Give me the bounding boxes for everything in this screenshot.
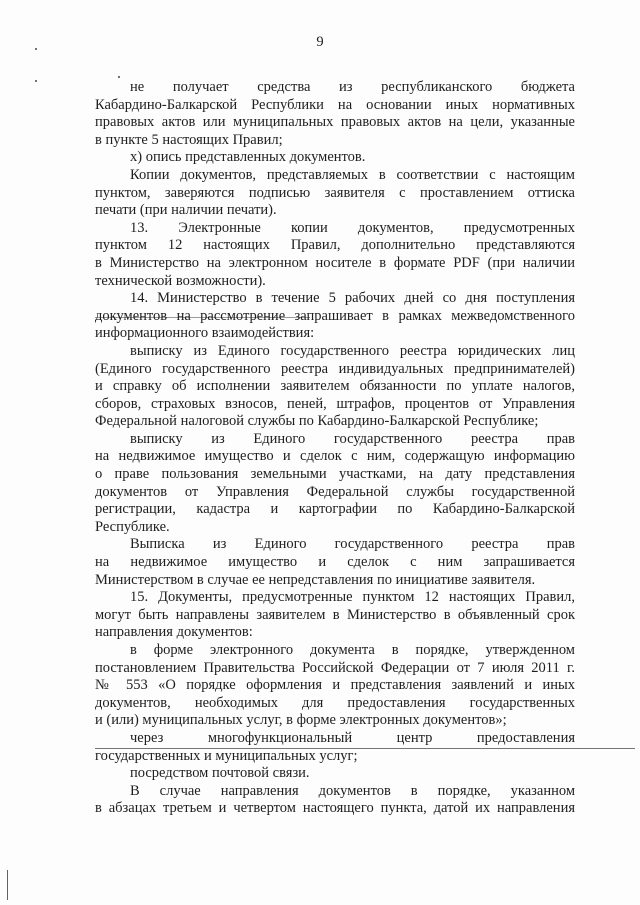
text-line: печати (при наличии печати). <box>95 202 277 219</box>
text-line: сборов, страховых взносов, пеней, штрафов, процентов от Управления <box>95 395 575 412</box>
text-line: (Единого государственного реестра индивидуальных предпринимателей) <box>95 360 575 377</box>
scan-dot <box>35 80 37 82</box>
text-line: № 553 «О порядке оформления и представления заявлений и иных <box>95 677 575 694</box>
text-line: постановлением Правительства Российской Федерации от 7 июля 2011 г. <box>95 659 575 676</box>
text-line: пунктом, заверяются подписью заявителя с проставлением оттиска <box>95 184 575 201</box>
document-body <box>95 79 575 818</box>
text-line: посредством почтовой связи. <box>130 765 310 782</box>
text-line: Федеральной налоговой службы по Кабардино-Балкарской Республике; <box>95 413 539 430</box>
text-line: в абзацах третьем и четвертом настоящего пункта, датой их направления <box>95 800 575 817</box>
text-line: в форме электронного документа в порядке, утвержденном <box>130 642 575 658</box>
text-line: Республике. <box>95 518 170 535</box>
text-line: выписку из Единого государственного реестра прав <box>130 430 575 447</box>
text-line: могут быть направлены заявителем в Министерство в объявленный срок <box>95 606 575 623</box>
text-line: на недвижимое имущество и сделок с ним запрашивается <box>95 554 575 571</box>
text-line: Выписка из Единого государственного реестра прав <box>130 536 575 553</box>
text-line: в Министерство на электронном носителе в формате PDF (при наличии <box>95 254 575 271</box>
text-line: Копии документов, представляемых в соответствии с настоящим <box>130 166 575 183</box>
text-line: не получает средства из республиканского бюджета <box>130 79 575 95</box>
text-line: в пункте 5 настоящих Правил; <box>95 131 283 148</box>
text-line: регистрации, кадастра и картографии по Кабардино-Балкарской <box>95 501 575 518</box>
text-line: направления документов: <box>95 624 253 641</box>
text-line: о праве пользования земельными участками, на дату представления <box>95 466 575 483</box>
text-line: информационного взаимодействия: <box>95 325 315 342</box>
text-line: 14. Министерство в течение 5 рабочих дней со дня поступления <box>130 290 575 307</box>
text-line: выписку из Единого государственного реестра юридических лиц <box>130 342 575 359</box>
text-line: и (или) муниципальных услуг, в форме электронных документов»; <box>95 712 507 729</box>
text-line: Министерством в случае ее непредставления по инициативе заявителя. <box>95 571 536 588</box>
text-line: и справку об исполнении заявителем обязанности по уплате налогов, <box>95 378 575 395</box>
scan-line <box>7 870 8 900</box>
text-line: В случае направления документов в порядке, указанном <box>130 782 575 799</box>
scan-dot <box>118 76 120 78</box>
scan-dot <box>35 48 37 50</box>
text-line: 13. Электронные копии документов, предусмотренных <box>130 219 575 236</box>
text-line: технической возможности). <box>95 272 266 289</box>
text-line: документов от Управления Федеральной службы государственной <box>95 483 575 500</box>
text-line: 15. Документы, предусмотренные пунктом 12 настоящих Правил, <box>130 589 575 606</box>
text-line: пунктом 12 настоящих Правил, дополнительно представляются <box>95 237 575 254</box>
text-line: документов, необходимых для предоставления государственных <box>95 694 575 711</box>
text-line: на недвижимое имущество и сделок с ним, содержащую информацию <box>95 448 575 465</box>
text-line: документов на рассмотрение запрашивает в рамках межведомственного <box>95 307 575 324</box>
text-line: государственных и муниципальных услуг; <box>95 747 358 764</box>
text-line: х) опись представленных документов. <box>130 149 366 166</box>
text-line: через многофункциональный центр предоставления <box>130 729 575 746</box>
text-line: Кабардино-Балкарской Республики на основании иных нормативных <box>95 96 575 113</box>
page-number: 9 <box>316 34 324 50</box>
text-line: правовых актов или муниципальных правовых актов на цели, указанные <box>95 114 575 131</box>
